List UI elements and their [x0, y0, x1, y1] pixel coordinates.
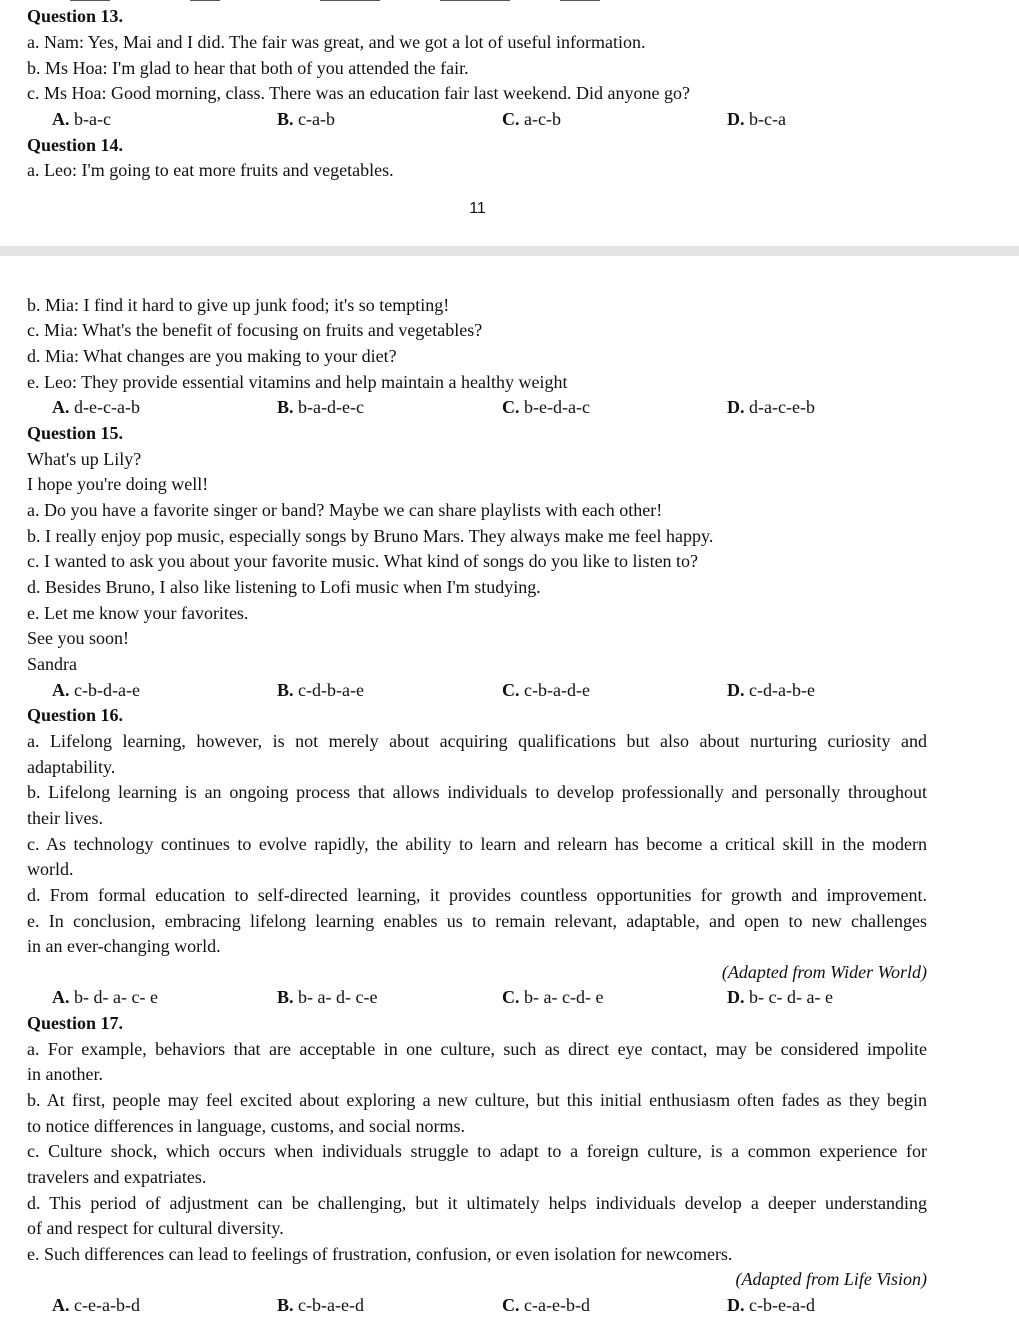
question-16-option-b[interactable]: B. b- a- d- c-e — [277, 987, 378, 1007]
question-15-intro: I hope you're doing well! — [27, 474, 209, 494]
question-14-line-d: d. Mia: What changes are you making to your diet? — [27, 346, 397, 366]
question-15-line-a: a. Do you have a favorite singer or band? Maybe we can share playlists with each other! — [27, 500, 663, 520]
question-17-line-b-cont: to notice differences in language, customs, and social norms. — [27, 1116, 466, 1136]
question-16-line-e: e. In conclusion, embracing lifelong learning enables us to remain relevant, adaptable, and open to new challenges — [27, 911, 927, 931]
question-15-option-a[interactable]: A. c-b-d-a-e — [52, 680, 140, 700]
question-16-line-e-cont: in an ever-changing world. — [27, 936, 221, 956]
question-17-line-d: d. This period of adjustment can be challenging, but it ultimately helps individuals develop a deeper understanding — [27, 1193, 927, 1213]
question-15-line-b: b. I really enjoy pop music, especially songs by Bruno Mars. They always make me feel happy. — [27, 526, 714, 546]
question-17-line-a-cont: in another. — [27, 1064, 103, 1084]
question-17-line-a: a. For example, behaviors that are acceptable in one culture, such as direct eye contact, may be considered impolite — [27, 1039, 927, 1059]
question-13-title: Question 13. — [27, 6, 124, 26]
question-15-option-c[interactable]: C. c-b-a-d-e — [502, 680, 590, 700]
page-number: 11 — [469, 200, 486, 217]
page-12-top — [0, 256, 1019, 1342]
question-16-options — [27, 986, 927, 1008]
question-17-line-c-cont: travelers and expatriates. — [27, 1167, 207, 1187]
question-13-option-b[interactable]: B. c-a-b — [277, 109, 335, 129]
question-16-option-d[interactable]: D. b- c- d- a- e — [727, 987, 833, 1007]
question-15-line-d: d. Besides Bruno, I also like listening to Lofi music when I'm studying. — [27, 577, 541, 597]
question-17-line-d-cont: of and respect for cultural diversity. — [27, 1218, 284, 1238]
page-11-bottom — [0, 0, 1019, 246]
question-15-option-b[interactable]: B. c-d-b-a-e — [277, 680, 364, 700]
question-16-source: (Adapted from Wider World) — [721, 962, 927, 982]
question-16-line-c-cont: world. — [27, 859, 74, 879]
question-17-option-c[interactable]: C. c-a-e-b-d — [502, 1295, 590, 1315]
question-13-option-d[interactable]: D. b-c-a — [727, 109, 786, 129]
question-13-option-c[interactable]: C. a-c-b — [502, 109, 561, 129]
question-16-option-a[interactable]: A. b- d- a- c- e — [52, 987, 158, 1007]
question-16-option-c[interactable]: C. b- a- c-d- e — [502, 987, 604, 1007]
question-17-options — [27, 1294, 927, 1316]
question-16-line-a-cont: adaptability. — [27, 757, 116, 777]
question-15-line-c: c. I wanted to ask you about your favorite music. What kind of songs do you like to listen to? — [27, 551, 699, 571]
question-17-title: Question 17. — [27, 1013, 124, 1033]
question-14-line-a: a. Leo: I'm going to eat more fruits and vegetables. — [27, 160, 394, 180]
question-17-option-a[interactable]: A. c-e-a-b-d — [52, 1295, 140, 1315]
question-16-line-c: c. As technology continues to evolve rapidly, the ability to learn and relearn has become a critical skill in the modern — [27, 834, 927, 854]
question-14-option-b[interactable]: B. b-a-d-e-c — [277, 397, 364, 417]
question-15-line-e: e. Let me know your favorites. — [27, 603, 249, 623]
question-17-option-b[interactable]: B. c-b-a-e-d — [277, 1295, 364, 1315]
question-15-closing: See you soon! — [27, 628, 129, 648]
question-16-line-a: a. Lifelong learning, however, is not merely about acquiring qualifications but also about nurturing curiosity and — [27, 731, 927, 751]
question-16-title: Question 16. — [27, 705, 124, 725]
question-14-line-e: e. Leo: They provide essential vitamins and help maintain a healthy weight — [27, 372, 568, 392]
question-15-signature: Sandra — [27, 654, 77, 674]
question-14-option-d[interactable]: D. d-a-c-e-b — [727, 397, 815, 417]
question-17-option-d[interactable]: D. c-b-e-a-d — [727, 1295, 815, 1315]
question-15-greeting: What's up Lily? — [27, 449, 142, 469]
question-14-title: Question 14. — [27, 135, 124, 155]
question-14-option-a[interactable]: A. d-e-c-a-b — [52, 397, 140, 417]
question-14-line-c: c. Mia: What's the benefit of focusing on fruits and vegetables? — [27, 320, 483, 340]
question-13-line-c: c. Ms Hoa: Good morning, class. There was an education fair last weekend. Did anyone go? — [27, 83, 690, 103]
question-13-option-a[interactable]: A. b-a-c — [52, 109, 111, 129]
question-15-option-d[interactable]: D. c-d-a-b-e — [727, 680, 815, 700]
question-15-options — [27, 679, 927, 701]
question-14-option-c[interactable]: C. b-e-d-a-c — [502, 397, 590, 417]
question-16-line-b: b. Lifelong learning is an ongoing process that allows individuals to develop professionally and personally throughout — [27, 782, 927, 802]
question-13-line-a: a. Nam: Yes, Mai and I did. The fair was great, and we got a lot of useful information. — [27, 32, 646, 52]
question-14-line-b: b. Mia: I find it hard to give up junk food; it's so tempting! — [27, 295, 450, 315]
page-separator — [0, 246, 1019, 256]
question-14-options — [27, 396, 927, 418]
question-13-options — [27, 108, 927, 130]
question-17-line-e: e. Such differences can lead to feelings of frustration, confusion, or even isolation for newcomers. — [27, 1244, 733, 1264]
question-17-line-b: b. At first, people may feel excited about exploring a new culture, but this initial enthusiasm often fades as they begin — [27, 1090, 927, 1110]
question-17-line-c: c. Culture shock, which occurs when individuals struggle to adapt to a foreign culture, is a common experience for — [27, 1141, 927, 1161]
question-17-source: (Adapted from Life Vision) — [735, 1269, 927, 1289]
question-13-line-b: b. Ms Hoa: I'm glad to hear that both of you attended the fair. — [27, 58, 469, 78]
question-16-line-d: d. From formal education to self-directed learning, it provides countless opportunities for growth and improvement. — [27, 885, 927, 905]
question-16-line-b-cont: their lives. — [27, 808, 103, 828]
question-15-title: Question 15. — [27, 423, 124, 443]
